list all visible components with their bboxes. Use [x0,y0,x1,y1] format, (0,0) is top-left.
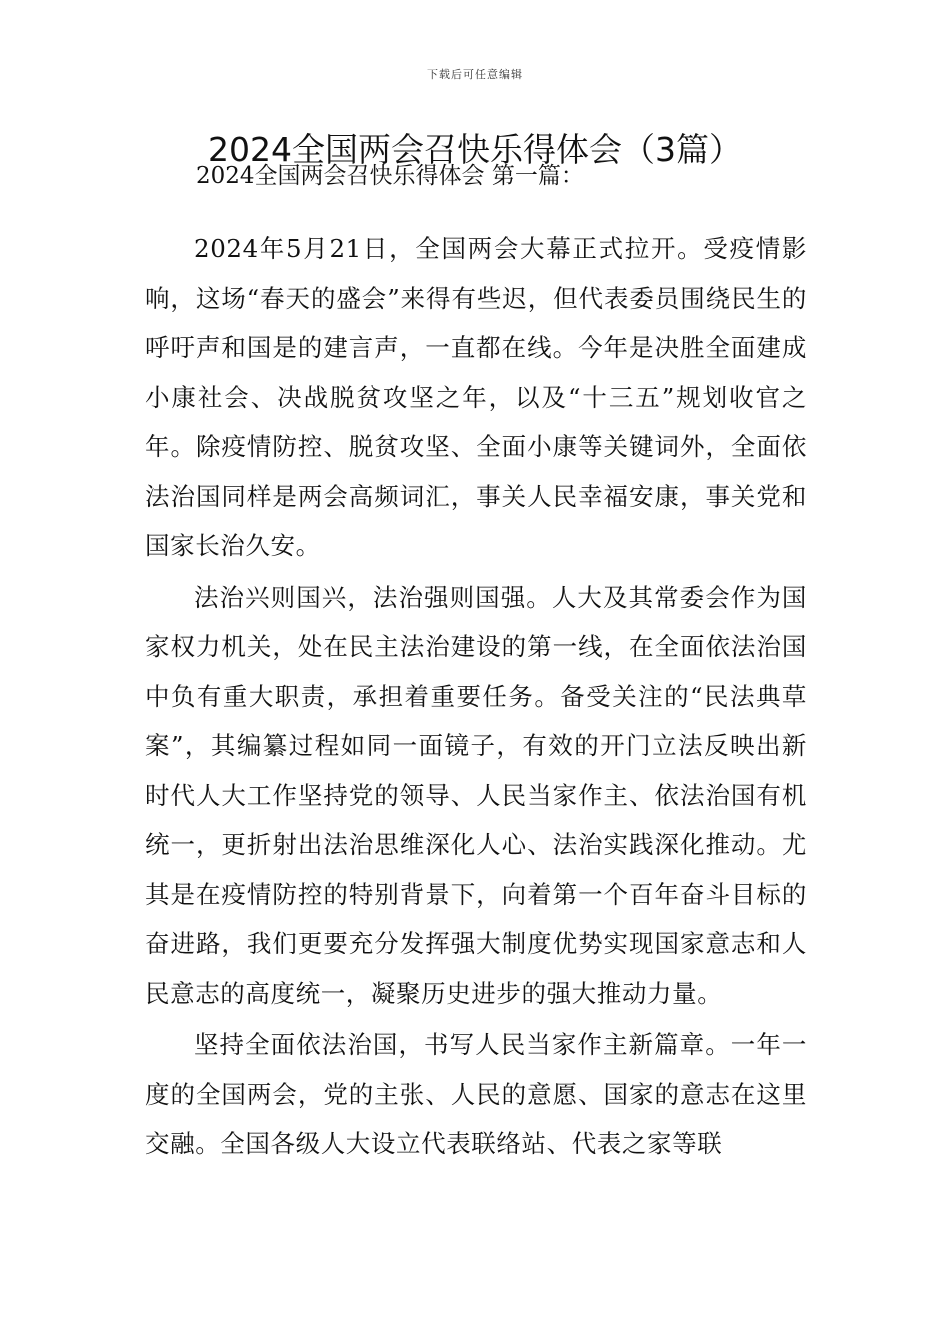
paragraph-2: 法治兴则国兴，法治强则国强。人大及其常委会作为国家权力机关，处在民主法治建设的第一线，在全面依法治国中负有重大职责，承担着重要任务。备受关注的“民法典草案”，其编纂过程如同一面镜子，有效的开门立法反映出新时代人大工作坚持党的领导、人民当家作主、依法治国有机统一，更折射出法治思维深化人心、法治实践深化推动。尤其是在疫情防控的特别背景下，向着第一个百年奋斗目标的奋进路，我们更要充分发挥强大制度优势实现国家意志和人民意志的高度统一，凝聚历史进步的强大推动力量。 [145,582,807,1008]
document-body [145,224,807,1171]
paragraph-3: 坚持全面依法治国，书写人民当家作主新篇章。一年一度的全国两会，党的主张、人民的意愿、国家的意志在这里交融。全国各级人大设立代表联络站、代表之家等联 [145,1030,807,1158]
header-note: 下载后可任意编辑 [427,68,523,81]
document-subtitle: 2024全国两会召快乐得体会 第一篇： [196,163,584,189]
paragraph-1: 2024年5月21日，全国两会大幕正式拉开。受疫情影响，这场“春天的盛会”来得有些迟，但代表委员围绕民生的呼吁声和国是的建言声，一直都在线。今年是决胜全面建成小康社会、决战脱贫攻坚之年，以及“十三五”规划收官之年。除疫情防控、脱贫攻坚、全面小康等关键词外，全面依法治国同样是两会高频词汇，事关人民幸福安康，事关党和国家长治久安。 [145,234,807,560]
document-title: 2024全国两会召快乐得体会（3篇） [208,130,742,169]
